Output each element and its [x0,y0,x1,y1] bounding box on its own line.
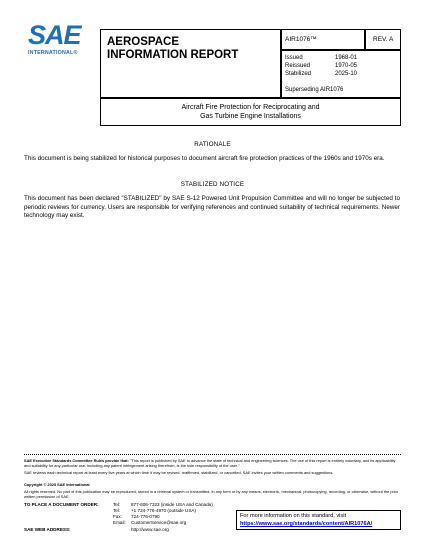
web-label: SAE WEB ADDRESS: [24,527,71,532]
policy-text: "This report is published by SAE to advance the state of technical and engineering sciences. The use of this report is entirely voluntary, and its applicability and suitability for any particular use, including any patent infringement arising therefrom, is the sole responsibility of the user." [24,458,396,468]
copyright: Copyright © 2025 SAE International [24,482,90,487]
title-line-1: AEROSPACE [107,36,179,48]
revision: REV. A [373,36,394,43]
tel-value: 877-606-7323 (inside USA and Canada) [131,502,213,507]
email-label: Email: [113,520,126,525]
tel-label: Tel: [113,502,121,507]
superseding-note: Superseding AIR1076 [285,87,344,93]
stabilized-notice-heading: STABILIZED NOTICE [180,181,245,188]
revision-box [365,29,401,50]
stabilized-notice-text: This document has been declared "STABILIZED" by SAE S-12 Powered Unit Propulsion Committee and will no longer be subjected to periodic reviews for currency. Users are responsible for verifying references and continued suitability of technical requirements. Newer technology may exist. [24,195,400,220]
review-statement: SAE reviews each technical report at least every five years at which time it may be revised, reaffirmed, stabilized, or cancelled. SAE invites your written comments and suggestions. [24,470,334,475]
email-value[interactable]: CustomerService@sae.org [131,520,187,525]
doc-number-box [281,29,365,50]
issued-value: 1968-01 [335,55,358,61]
stabilized-value: 2025-10 [335,71,358,77]
stabilized-label: Stabilized [285,71,312,77]
policy-statement [24,458,401,468]
policy-lead: SAE Executive Standards Committee Rules provide that: [24,458,129,463]
logo-brand: SAE [28,20,81,50]
tel2-label: Tel: [113,508,121,513]
rationale-text: This document is being stabilized for historical purposes to document aircraft fire protection practices of the 1960s and 1970s era. [24,155,385,162]
rights-statement: All rights reserved. No part of this publication may be reproduced, stored in a retrieval system or transmitted, in any form or by any means, electronic, mechanical, photocopying, recording, or otherwise, without the prior written permission of SAE. [24,489,399,499]
footer-divider [24,454,401,455]
sae-logo [28,22,88,62]
tel2-value: +1 724-776-4970 (outside USA) [131,508,196,513]
subtitle-box [100,98,401,126]
doc-number: AIR1076™ [285,36,317,43]
rationale-heading: RATIONALE [194,141,231,148]
info-link[interactable]: https://www.sae.org/standards/content/AIR1076A/ [240,521,373,527]
report-type-title [107,36,238,62]
document-subtitle [101,103,400,121]
fax-value: 724-776-0790 [131,514,160,519]
reissued-label: Reissued [285,63,311,69]
info-text: For more information on this standard, visit [240,513,347,519]
info-box [236,510,401,530]
web-value[interactable]: http://www.sae.org [131,527,169,532]
subtitle-line-1: Aircraft Fire Protection for Reciprocating and [181,104,320,111]
dates-box [281,50,401,98]
order-label: TO PLACE A DOCUMENT ORDER: [24,502,99,507]
subtitle-line-2: Gas Turbine Engine Installations [200,113,301,120]
logo-tagline: INTERNATIONAL® [28,50,78,56]
fax-label: Fax: [113,514,122,519]
title-box [100,29,281,98]
title-line-2: INFORMATION REPORT [107,49,239,61]
reissued-value: 1970-05 [335,63,358,69]
issued-label: Issued [285,55,303,61]
